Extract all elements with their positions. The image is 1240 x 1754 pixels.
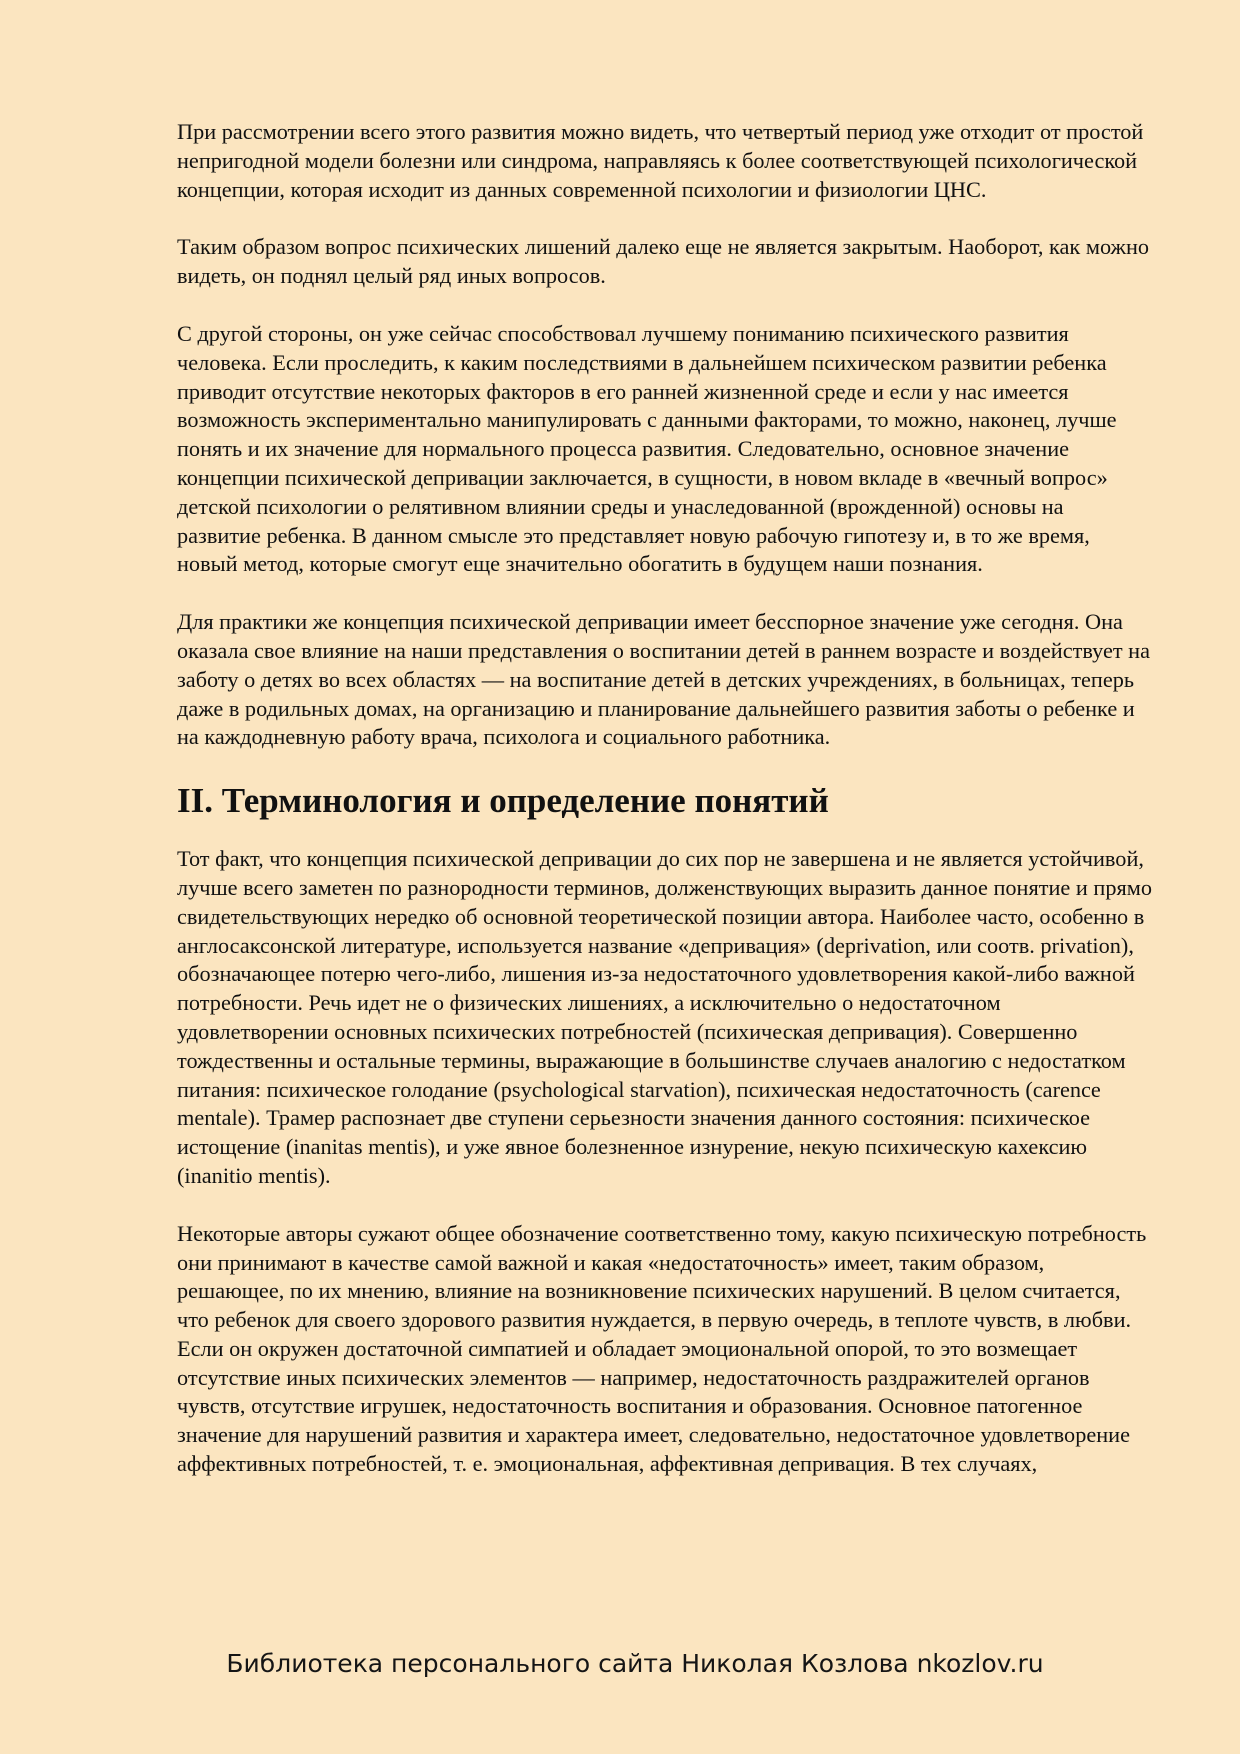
paragraph: При рассмотрении всего этого развития можно видеть, что четвертый период уже отходит от простой непригодной модели болезни или синдрома, направляясь к более соответствующей психологической концепции, которая исходит из данных современной психологии и физиологии ЦНС. bbox=[177, 119, 1144, 202]
section-heading: II. Терминология и определение понятий bbox=[177, 781, 829, 821]
page-content bbox=[177, 118, 1152, 1508]
paragraph: С другой стороны, он уже сейчас способствовал лучшему пониманию психического развития человека. Если проследить, к каким последствиями в дальнейшем психическом развитии ребенка приводит отсутствие некоторых факторов в его ранней жизненной среде и если у нас имеется возможность экспериментально манипулировать с данными факторами, то можно, наконец, лучше понять и их значение для нормального процесса развития. Следовательно, основное значение концепции психической депривации заключается, в сущности, в новом вкладе в «вечный вопрос» детской психологии о релятивном влиянии среды и унаследованной (врожденной) основы на развитие ребенка. В данном смысле это представляет новую рабочую гипотезу и, в то же время, новый метод, которые смогут еще значительно обогатить в будущем наши познания. bbox=[177, 320, 1117, 577]
paragraph: Некоторые авторы сужают общее обозначение соответственно тому, какую психическую потребность они принимают в качестве самой важной и какая «недостаточность» имеет, таким образом, решающее, по их мнению, влияние на возникновение психических нарушений. В целом считается, что ребенок для своего здорового развития нуждается, в первую очередь, в теплоте чувств, в любви. Если он окружен достаточной симпатией и обладает эмоциональной опорой, то это возмещает отсутствие иных психических элементов — например, недостаточность раздражителей органов чувств, отсутствие игрушек, недостаточность воспитания и образования. Основное патогенное значение для нарушений развития и характера имеет, следовательно, недостаточное удовлетворение аффективных потребностей, т. е. эмоциональная, аффективная депривация. В тех случаях, bbox=[177, 1220, 1147, 1477]
page-footer: Библиотека персонального сайта Николая Козлова nkozlov.ru bbox=[226, 1649, 1044, 1678]
paragraph: Тот факт, что концепция психической депривации до сих пор не завершена и не является устойчивой, лучше всего заметен по разнородности терминов, долженствующих выразить данное понятие и прямо свидетельствующих нередко об основной теоретической позиции автора. Наиболее часто, особенно в англосаксонской литературе, используется название «депривация» (deprivation, или соотв. privation), обозначающее потерю чего-либо, лишения из-за недостаточного удовлетворения какой-либо важной потребности. Речь идет не о физических лишениях, а исключительно о недостаточном удовлетворении основных психических потребностей (психическая депривация). Совершенно тождественны и остальные термины, выражающие в большинстве случаев аналогию с недостатком питания: психическое голодание (psychological starvation), психическая недостаточность (carence mentale). Трамер распознает две ступени серьезности значения данного состояния: психическое истощение (inanitas mentis), и уже явное болезненное изнурение, некую психическую кахексию (inanitio mentis). bbox=[177, 846, 1152, 1188]
paragraph: Таким образом вопрос психических лишений далеко еще не является закрытым. Наоборот, как можно видеть, он поднял целый ряд иных вопросов. bbox=[177, 234, 1150, 289]
paragraph: Для практики же концепция психической депривации имеет бесспорное значение уже сегодня. Она оказала свое влияние на наши представления о воспитании детей в раннем возрасте и воздействует на заботу о детях во всех областях — на воспитание детей в детских учреждениях, в больницах, теперь даже в родильных домах, на организацию и планирование дальнейшего развития заботы о ребенке и на каждодневную работу врача, психолога и социального работника. bbox=[177, 609, 1151, 750]
